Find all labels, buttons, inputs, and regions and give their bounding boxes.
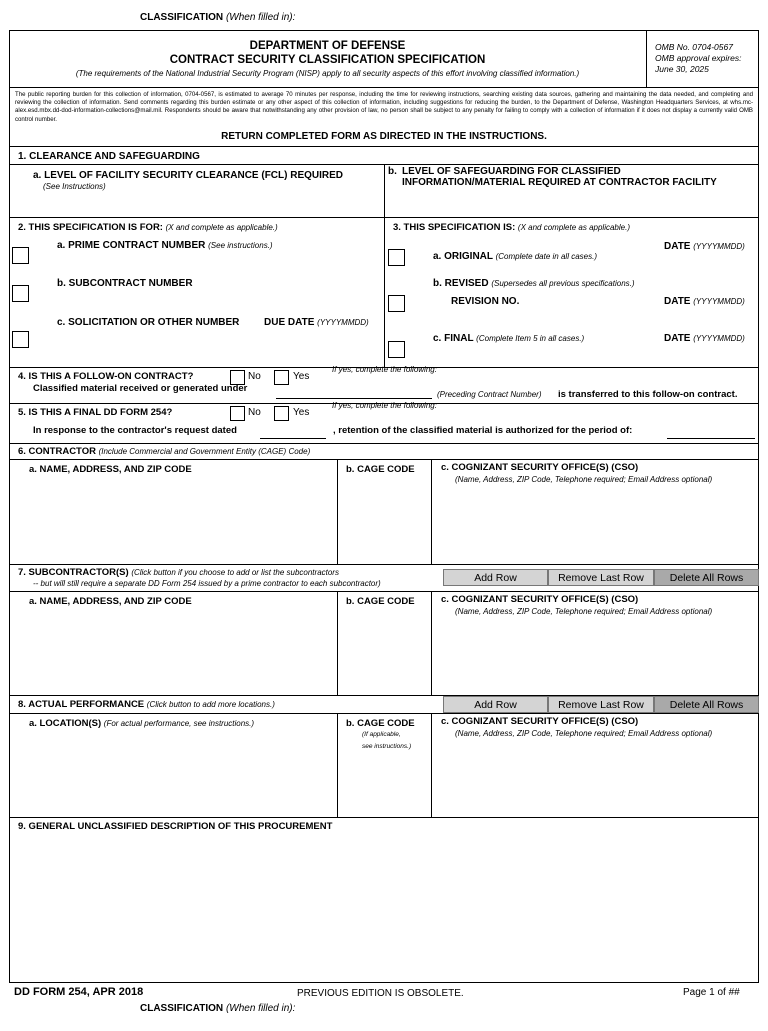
omb-box: OMB No. 0704-0567 OMB approval expires: June 30, 2025 xyxy=(655,42,742,74)
divider xyxy=(9,146,759,147)
location-cso-field[interactable] xyxy=(434,742,756,813)
section-4-title: 4. IS THIS A FOLLOW-ON CONTRACT? xyxy=(18,371,194,382)
s4-ifyes: If yes, complete the following: xyxy=(332,365,437,374)
divider xyxy=(9,87,759,88)
classification-bottom: CLASSIFICATION (When filled in): xyxy=(140,1003,296,1014)
follow-on-yes-checkbox[interactable] xyxy=(274,370,289,385)
section-8-title: 8. ACTUAL PERFORMANCE (Click button to add more locations.) xyxy=(18,699,275,710)
divider xyxy=(384,217,385,367)
divider xyxy=(9,564,759,565)
divider xyxy=(337,713,338,817)
classification-top: CLASSIFICATION (When filled in): xyxy=(140,12,296,23)
s7-note2: -- but will still require a separate DD Form 254 issued by a prime contractor to each subcontractor) xyxy=(33,579,381,588)
s7-a-label: a. NAME, ADDRESS, AND ZIP CODE xyxy=(29,596,192,607)
form-number: DD FORM 254, APR 2018 xyxy=(14,986,144,998)
s7-b-label: b. CAGE CODE xyxy=(346,596,415,607)
s8-b-note2: see instructions.) xyxy=(362,743,412,750)
section-5-title: 5. IS THIS A FINAL DD FORM 254? xyxy=(18,407,173,418)
divider xyxy=(431,459,432,564)
s6-b-label: b. CAGE CODE xyxy=(346,464,415,475)
return-instruction: RETURN COMPLETED FORM AS DIRECTED IN THE INSTRUCTIONS. xyxy=(221,131,547,142)
obsolete-notice: PREVIOUS EDITION IS OBSOLETE. xyxy=(297,988,464,999)
s8-c-note: (Name, Address, ZIP Code, Telephone required; Email Address optional) xyxy=(455,729,713,738)
preceding-contract-input[interactable] xyxy=(276,398,432,399)
divider xyxy=(337,459,338,564)
s5-yes-label: Yes xyxy=(293,407,310,418)
s8-b-note1: (If applicable, xyxy=(362,731,401,738)
contractor-name-field[interactable] xyxy=(12,478,334,560)
s4-yes-label: Yes xyxy=(293,371,310,382)
s6-a-label: a. NAME, ADDRESS, AND ZIP CODE xyxy=(29,464,192,475)
divider xyxy=(9,591,759,592)
procurement-description-field[interactable] xyxy=(12,836,756,979)
s8-b-label: b. CAGE CODE xyxy=(346,718,415,729)
s7-delete-all-rows-button[interactable]: Delete All Rows xyxy=(654,569,759,586)
s5-retention: , retention of the classified material is authorized for the period of: xyxy=(333,425,633,436)
fcl-level-field[interactable] xyxy=(12,194,380,214)
s5-no-label: No xyxy=(248,407,261,418)
location-field[interactable] xyxy=(12,733,334,813)
s8-delete-all-rows-button[interactable]: Delete All Rows xyxy=(654,696,759,713)
page-number: Page 1 of ## xyxy=(683,987,740,998)
s7-add-row-button[interactable]: Add Row xyxy=(443,569,548,586)
s3-c-label: c. FINAL (Complete Item 5 in all cases.) xyxy=(433,333,585,344)
final-254-no-checkbox[interactable] xyxy=(230,406,245,421)
s2-a-label: a. PRIME CONTRACT NUMBER (See instructions.) xyxy=(57,240,273,251)
s8-remove-last-row-button[interactable]: Remove Last Row xyxy=(548,696,654,713)
divider xyxy=(9,459,759,460)
s3-a-label: a. ORIGINAL (Complete date in all cases.) xyxy=(433,251,597,262)
s1-b-label: LEVEL OF SAFEGUARDING FOR CLASSIFIED INFORMATION/MATERIAL REQUIRED AT CONTRACTOR FACILITY xyxy=(402,166,717,188)
s3-a-date-label: DATE (YYYYMMDD) xyxy=(664,241,745,252)
form-subtitle: (The requirements of the National Industrial Security Program (NISP) apply to all security aspects of this effort involving classified information.) xyxy=(75,69,580,78)
s8-add-row-button[interactable]: Add Row xyxy=(443,696,548,713)
divider xyxy=(9,817,759,818)
original-checkbox[interactable] xyxy=(388,249,405,266)
final-checkbox[interactable] xyxy=(388,341,405,358)
s3-c-date-label: DATE (YYYYMMDD) xyxy=(664,333,745,344)
contractor-cso-field[interactable] xyxy=(434,488,756,560)
section-3-title: 3. THIS SPECIFICATION IS: (X and complete as applicable.) xyxy=(393,222,630,233)
s7-c-label: c. COGNIZANT SECURITY OFFICE(S) (CSO) xyxy=(441,594,639,605)
section-7-title: 7. SUBCONTRACTOR(S) (Click button if you choose to add or list the subcontractors xyxy=(18,567,339,578)
s4-line: Classified material received or generated under xyxy=(33,383,248,394)
revised-checkbox[interactable] xyxy=(388,295,405,312)
s2-b-label: b. SUBCONTRACT NUMBER xyxy=(57,278,193,289)
prime-contract-checkbox[interactable] xyxy=(12,247,29,264)
s1-b-letter: b. xyxy=(388,166,397,177)
s3-b-date-label: DATE (YYYYMMDD) xyxy=(664,296,745,307)
s5-line: In response to the contractor's request dated xyxy=(33,425,237,436)
subcontractor-cage-field[interactable] xyxy=(340,611,428,691)
solicitation-checkbox[interactable] xyxy=(12,331,29,348)
section-6-title: 6. CONTRACTOR (Include Commercial and Government Entity (CAGE) Code) xyxy=(18,446,311,457)
s4-transferred: is transferred to this follow-on contract. xyxy=(558,389,738,400)
s3-b-label: b. REVISED (Supersedes all previous specifications.) xyxy=(433,278,635,289)
s1-a-label: a. LEVEL OF FACILITY SECURITY CLEARANCE (FCL) REQUIRED xyxy=(33,170,344,181)
s6-c-note: (Name, Address, ZIP Code, Telephone required; Email Address optional) xyxy=(455,475,713,484)
section-2-title: 2. THIS SPECIFICATION IS FOR: (X and complete as applicable.) xyxy=(18,222,278,233)
subcontractor-name-field[interactable] xyxy=(12,611,334,691)
s2-due-label: DUE DATE (YYYYMMDD) xyxy=(264,317,369,328)
subcontractor-cso-field[interactable] xyxy=(434,620,756,691)
s4-preceding: (Preceding Contract Number) xyxy=(437,390,542,399)
burden-statement: The public reporting burden for this collection of information, 0704-0567, is estimated to average 70 minutes per response, including the time for reviewing instructions, searching existing data sources, gathering and maintaining the data needed, and completing and reviewing the collection of information. Send comments regarding this burden estimate or any other aspect of this collection of information, including suggestions for reducing the burden, to the Department of Defense, Washington Headquarters Services, at whs.mc-alex.esd.mbx.dd-dod-information-collections@mail.mil. Respondents should be aware that notwithstanding any other provision of law, no person shall be subject to any penalty for failing to comply with a collection of information if it does not display a currently valid OMB control number. xyxy=(15,91,753,123)
retention-period-input[interactable] xyxy=(667,438,755,439)
s2-c-label: c. SOLICITATION OR OTHER NUMBER xyxy=(57,317,240,328)
divider xyxy=(9,443,759,444)
s5-ifyes: If yes, complete the following: xyxy=(332,401,437,410)
s7-c-note: (Name, Address, ZIP Code, Telephone required; Email Address optional) xyxy=(455,607,713,616)
s6-c-label: c. COGNIZANT SECURITY OFFICE(S) (CSO) xyxy=(441,462,639,473)
divider xyxy=(646,30,647,87)
contractor-cage-field[interactable] xyxy=(340,478,428,560)
form-title: CONTRACT SECURITY CLASSIFICATION SPECIFICATION xyxy=(169,54,486,66)
revision-no-label: REVISION NO. xyxy=(451,296,520,307)
department-title: DEPARTMENT OF DEFENSE xyxy=(249,40,406,52)
section-9-title: 9. GENERAL UNCLASSIFIED DESCRIPTION OF THIS PROCUREMENT xyxy=(18,821,333,832)
location-cage-field[interactable] xyxy=(340,756,428,813)
s7-remove-last-row-button[interactable]: Remove Last Row xyxy=(548,569,654,586)
divider xyxy=(9,713,759,714)
request-date-input[interactable] xyxy=(260,438,326,439)
divider xyxy=(431,713,432,817)
final-254-yes-checkbox[interactable] xyxy=(274,406,289,421)
s4-no-label: No xyxy=(248,371,261,382)
s8-c-label: c. COGNIZANT SECURITY OFFICE(S) (CSO) xyxy=(441,716,639,727)
s8-a-label: a. LOCATION(S) (For actual performance, see instructions.) xyxy=(29,718,255,729)
subcontract-checkbox[interactable] xyxy=(12,285,29,302)
divider xyxy=(337,591,338,695)
divider xyxy=(431,591,432,695)
s1-a-note: (See Instructions) xyxy=(43,182,106,191)
divider xyxy=(384,164,385,217)
section-1-title: 1. CLEARANCE AND SAFEGUARDING xyxy=(18,151,200,162)
safeguarding-level-field[interactable] xyxy=(388,192,754,214)
